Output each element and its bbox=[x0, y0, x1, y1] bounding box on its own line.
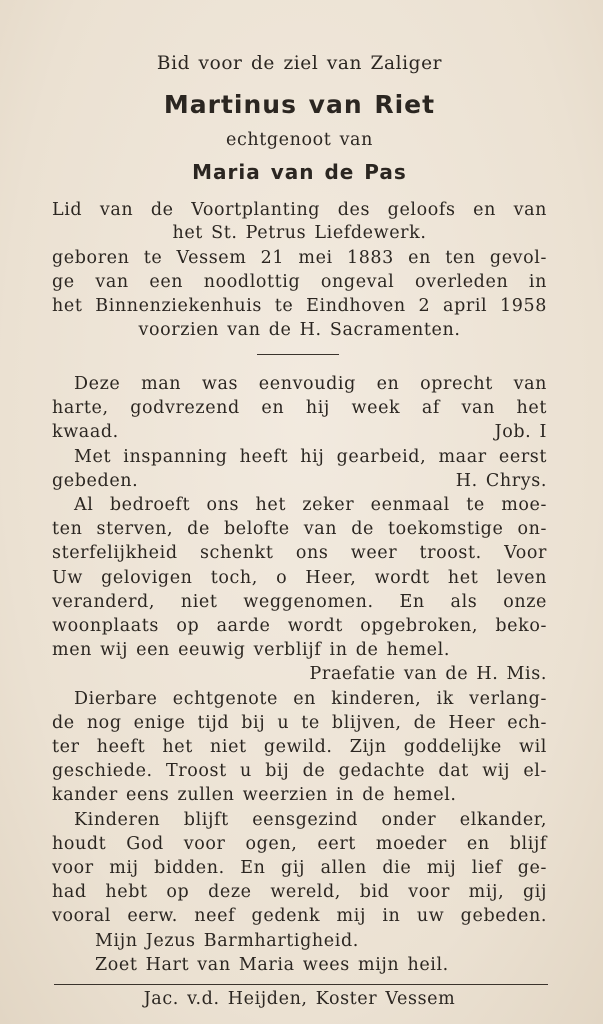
body-line: de nog enige tijd bij u te blijven, de Heer ech- bbox=[52, 712, 547, 733]
body-line: houdt God voor ogen, eert moeder en blijf bbox=[52, 833, 547, 854]
body-line: ter heeft het niet gewild. Zijn goddelijke wil bbox=[52, 737, 547, 757]
intro-line: Bid voor de ziel van Zaliger bbox=[156, 53, 443, 74]
body-line: harte, godvrezend en hij week af van het bbox=[52, 398, 547, 419]
body-line: Met inspanning heeft hij gearbeid, maar eerst bbox=[74, 446, 547, 467]
body-line: veranderd, niet weggenomen. En als onze bbox=[52, 591, 547, 612]
body-line: Praefatie van de H. Mis. bbox=[309, 664, 547, 685]
body-line: voor mij bidden. En gij allen die mij lief ge- bbox=[52, 858, 547, 878]
body-line: Dierbare echtgenote en kinderen, ik verlang- bbox=[74, 688, 547, 709]
body-line: Kinderen blijft eensgezind onder elkander, bbox=[74, 809, 547, 830]
deceased-name: Martinus van Riet bbox=[163, 90, 436, 119]
bio-line: geboren te Vessem 21 mei 1883 en ten gevol- bbox=[52, 248, 547, 268]
body-line: Uw gelovigen toch, o Heer, wordt het leven bbox=[52, 567, 547, 588]
footer-divider bbox=[54, 984, 548, 985]
body-line: Al bedroeft ons het zeker eenmaal te moe- bbox=[74, 495, 547, 515]
divider bbox=[257, 354, 339, 355]
body-line: sterfelijkheid schenkt ons weer troost. Voor bbox=[52, 543, 547, 564]
body-line: vooral eerw. neef gedenk mij in uw gebeden. bbox=[52, 906, 547, 927]
bio-line: Lid van de Voortplanting des geloofs en van bbox=[52, 200, 547, 220]
body-line: had hebt op deze wereld, bid voor mij, gij bbox=[52, 882, 547, 903]
citation: Job. I bbox=[494, 422, 547, 443]
bio-line: voorzien van de H. Sacramenten. bbox=[138, 320, 461, 340]
bio-line: ge van een noodlottig ongeval overleden in bbox=[52, 272, 547, 292]
spouse-name: Maria van de Pas bbox=[192, 160, 407, 184]
body-line: Deze man was eenvoudig en oprecht van bbox=[74, 374, 547, 394]
body-line: men wij een eeuwig verblijf in de hemel. bbox=[52, 640, 450, 661]
body-line: geschiede. Troost u bij de gedachte dat wij el- bbox=[52, 761, 547, 782]
bio-line: het St. Petrus Liefdewerk. bbox=[172, 223, 427, 243]
body-line: kander eens zullen weerzien in de hemel. bbox=[52, 785, 457, 806]
body-line bbox=[52, 470, 547, 492]
bio-line: het Binnenziekenhuis te Eindhoven 2 april 1958 bbox=[52, 296, 547, 316]
spouse-label: echtgenoot van bbox=[226, 130, 373, 150]
body-line: Zoet Hart van Maria wees mijn heil. bbox=[95, 954, 449, 975]
body-line: Mijn Jezus Barmhartigheid. bbox=[95, 930, 359, 951]
citation: H. Chrys. bbox=[455, 470, 547, 491]
body-line bbox=[52, 421, 547, 443]
body-line-text: gebeden. bbox=[52, 470, 139, 491]
body-line: woonplaats op aarde wordt opgebroken, beko- bbox=[52, 616, 547, 636]
body-line-text: kwaad. bbox=[52, 422, 119, 443]
printer-credit: Jac. v.d. Heijden, Koster Vessem bbox=[143, 989, 456, 1009]
body-line: ten sterven, de belofte van de toekomstige on- bbox=[52, 519, 547, 540]
